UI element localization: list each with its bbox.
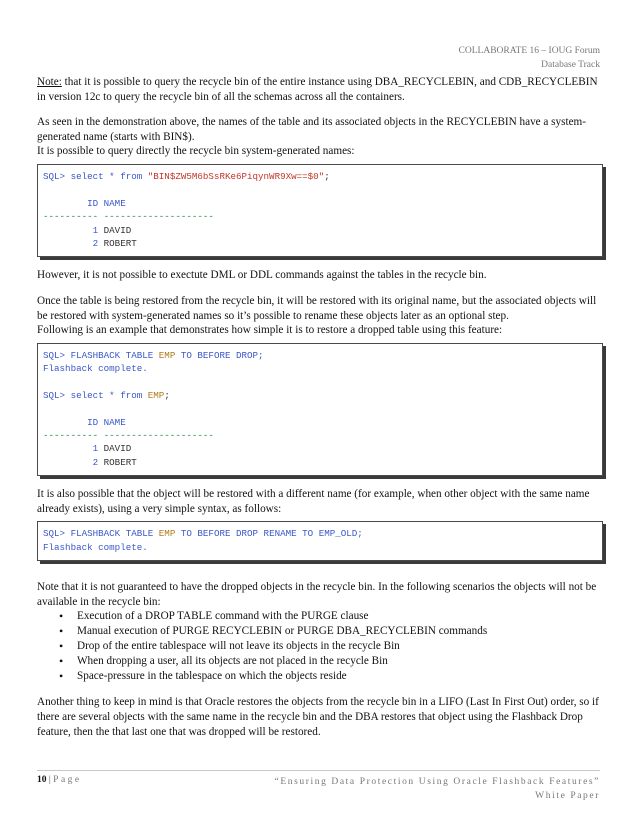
code-line: SQL> FLASHBACK TABLE EMP TO BEFORE DROP RENAME TO EMP_OLD; [43,528,363,540]
list-item: • When dropping a user, all its objects are not placed in the recycle Bin [37,654,603,669]
guarantee-paragraph: Note that it is not guaranteed to have the dropped objects in the recycle bin. In the following scenarios the objects will not be available in the recycle bin: [37,581,597,608]
code-separator: ---------- -------------------- [43,211,214,223]
list-item: • Space-pressure in the tablespace on which the objects reside [37,669,603,684]
code-result-row: 2 ROBERT [43,456,137,468]
lifo-paragraph: Another thing to keep in mind is that Oracle restores the objects from the recycle bin in a LIFO (Last In First Out) order, so if there are several objects with the same name in the recycle bin and the DBA restores that object using the Flashback Drop feature, then the that last one that was dropped will be restored. [37,696,599,738]
code-line: Flashback complete. [43,363,148,375]
code-result-row: 2 ROBERT [43,237,137,249]
note-paragraph [37,75,603,104]
page-number-footer: 10 | Page [37,775,82,785]
footer-divider [37,770,600,771]
query-intro-paragraph: It is possible to query directly the recycle bin system-generated names: [37,145,355,158]
code-line: SQL> select * from EMP; [43,389,170,401]
code-column-header: ID NAME [43,416,126,428]
footer-title [275,775,600,803]
code-line: SQL> FLASHBACK TABLE EMP TO BEFORE DROP; [43,349,264,361]
code-block-query-bin [37,164,603,257]
rename-paragraph: It is also possible that the object will be restored with a different name (for example, when other object with the same name already exists), using a very simple syntax, as follows: [37,488,590,515]
page-label: Page [53,775,82,785]
example-intro-paragraph: Following is an example that demonstrates how simple it is to restore a dropped table using this feature: [37,324,503,337]
page-number: 10 [37,775,47,785]
code-block-flashback [37,343,603,477]
conference-name: COLLABORATE 16 – IOUG Forum [458,46,600,56]
dml-ddl-paragraph: However, it is not possible to exectute DML or DDL commands against the tables in the recycle bin. [37,269,487,282]
list-item: • Execution of a DROP TABLE command with the PURGE clause [37,609,603,624]
note-label: Note: [37,76,62,88]
document-body [37,75,603,750]
list-item: • Drop of the entire tablespace will not leave its objects in the recycle Bin [37,639,603,654]
list-item: • Manual execution of PURGE RECYCLEBIN or PURGE DBA_RECYCLEBIN commands [37,624,603,639]
code-line: Flashback complete. [43,541,148,553]
code-column-header: ID NAME [43,197,126,209]
recyclebin-names-paragraph: As seen in the demonstration above, the names of the table and its associated objects in the RECYCLEBIN have a system-generated name (starts with BIN$). [37,116,586,143]
code-separator: ---------- -------------------- [43,430,214,442]
scenario-list [37,609,603,684]
code-line: SQL> select * from "BIN$ZW5M6bSsRKe6PiqynWR9Xw==$0"; [43,170,330,182]
note-text: that it is possible to query the recycle bin of the entire instance using DBA_RECYCLEBIN, and CDB_RECYCLEBIN in version 12c to query the recycle bin of all the schemas across all the containers. [37,76,598,103]
code-result-row: 1 DAVID [43,443,132,455]
paper-title: “Ensuring Data Protection Using Oracle Flashback Features” [274,777,600,787]
restore-paragraph: Once the table is being restored from the recycle bin, it will be restored with its original name, but the associated objects will be restored with system-generated names so it’s possible to rename these objects later as an optional step. [37,294,597,322]
page-header [459,44,600,72]
track-name: Database Track [541,60,600,70]
code-result-row: 1 DAVID [43,224,132,236]
paper-type: White Paper [535,791,600,801]
code-block-rename [37,521,603,561]
